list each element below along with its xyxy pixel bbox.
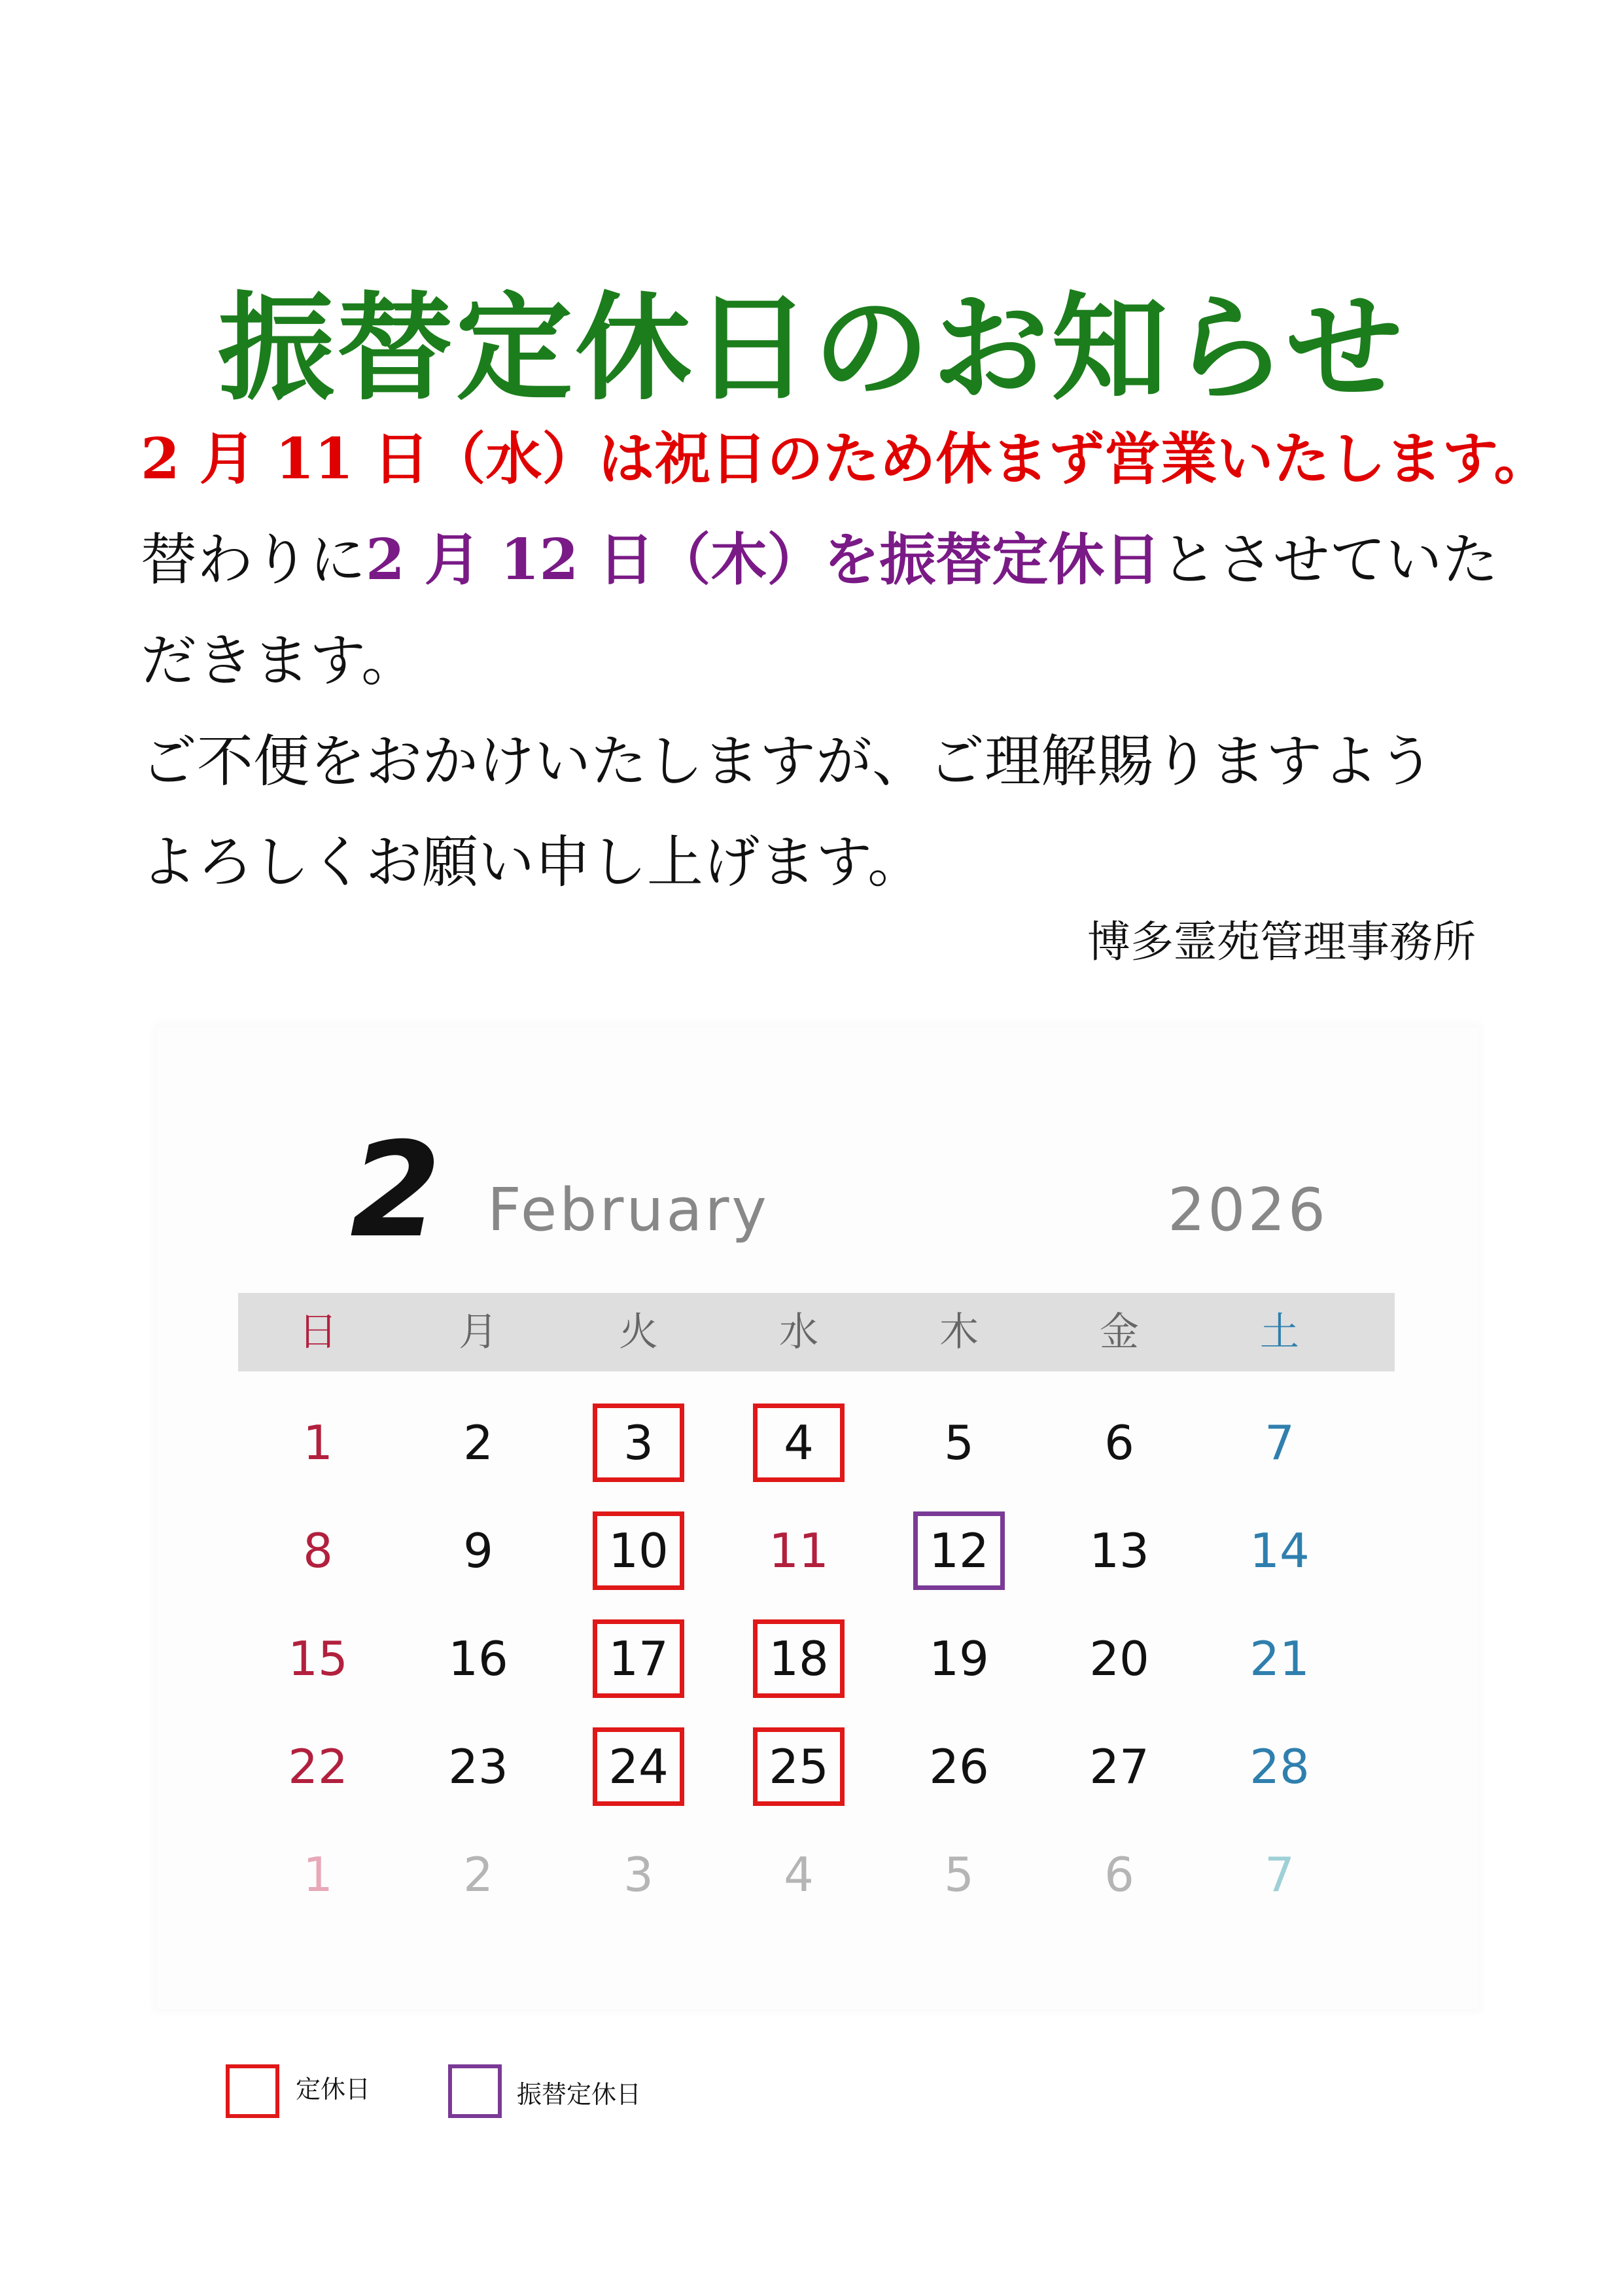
calendar-day: 5	[944, 1415, 974, 1470]
calendar-day: 27	[1089, 1739, 1149, 1794]
weekday-label: 金	[1100, 1309, 1139, 1355]
apology-line: ご不便をおかけいたしますが、ご理解賜りますよう	[141, 729, 1435, 794]
holiday-open-notice: 2 月 11 日（水）は祝日のため休まず営業いたします。	[141, 426, 1550, 492]
substitute-date-highlight: 2 月 12 日（木）を振替定休日	[366, 527, 1161, 593]
page-title: 振替定休日のお知らせ	[218, 279, 1405, 417]
calendar-day-next-month: 1	[303, 1847, 333, 1902]
substitute-prefix: 替わりに	[141, 527, 366, 593]
calendar-day-next-month: 6	[1104, 1847, 1134, 1902]
calendar-day-regular-closed: 25	[753, 1727, 845, 1806]
calendar-month-number: 2	[350, 1114, 442, 1267]
office-signature: 博多霊苑管理事務所	[1087, 917, 1476, 967]
calendar-day-regular-closed: 17	[593, 1619, 684, 1698]
calendar-day: 6	[1104, 1415, 1134, 1470]
closing-line: よろしくお願い申し上げます。	[141, 830, 924, 895]
calendar-day: 22	[288, 1739, 348, 1794]
calendar-day-next-month: 4	[784, 1847, 814, 1902]
calendar-day: 26	[929, 1739, 989, 1794]
calendar-month-name: February	[487, 1176, 769, 1245]
legend-label: 振替定休日	[517, 2080, 642, 2109]
calendar-day-substitute-closed: 12	[913, 1511, 1005, 1590]
substitute-suffix: とさせていた	[1161, 527, 1499, 593]
calendar-day: 15	[288, 1631, 348, 1686]
weekday-label: 月	[459, 1309, 498, 1355]
calendar-day-next-month: 7	[1265, 1847, 1295, 1902]
notice-line-3: だきます。	[141, 628, 418, 694]
calendar-day: 1	[303, 1415, 333, 1470]
calendar-day: 13	[1089, 1523, 1149, 1578]
legend-regular-closed-swatch	[226, 2064, 279, 2118]
calendar-day: 11	[769, 1523, 829, 1578]
calendar-day: 8	[303, 1523, 333, 1578]
calendar-day-next-month: 5	[944, 1847, 974, 1902]
substitute-notice-line	[141, 527, 1514, 593]
weekday-header	[238, 1293, 1395, 1371]
calendar	[157, 1027, 1478, 2009]
legend-label: 定休日	[296, 2075, 371, 2104]
calendar-day: 23	[448, 1739, 508, 1794]
calendar-day: 21	[1249, 1631, 1310, 1686]
weekday-label: 木	[939, 1309, 979, 1355]
weekday-label: 日	[298, 1309, 338, 1355]
holiday-notice-line	[141, 426, 1550, 492]
calendar-day: 28	[1249, 1739, 1310, 1794]
weekday-label: 土	[1260, 1309, 1299, 1355]
weekday-label: 水	[779, 1309, 818, 1355]
calendar-day: 9	[463, 1523, 493, 1578]
calendar-day-regular-closed: 10	[593, 1511, 684, 1590]
calendar-day-next-month: 3	[623, 1847, 654, 1902]
weekday-label: 火	[619, 1309, 658, 1355]
calendar-day-next-month: 2	[463, 1847, 493, 1902]
calendar-day: 14	[1249, 1523, 1310, 1578]
legend-substitute-closed-swatch	[448, 2064, 502, 2118]
calendar-year: 2026	[1168, 1176, 1329, 1245]
calendar-day: 7	[1265, 1415, 1295, 1470]
calendar-day: 16	[448, 1631, 508, 1686]
calendar-day-regular-closed: 18	[753, 1619, 845, 1698]
calendar-day-regular-closed: 24	[593, 1727, 684, 1806]
calendar-day-regular-closed: 4	[753, 1404, 845, 1482]
calendar-day-regular-closed: 3	[593, 1404, 684, 1482]
calendar-day: 19	[929, 1631, 989, 1686]
calendar-day: 20	[1089, 1631, 1149, 1686]
calendar-day: 2	[463, 1415, 493, 1470]
